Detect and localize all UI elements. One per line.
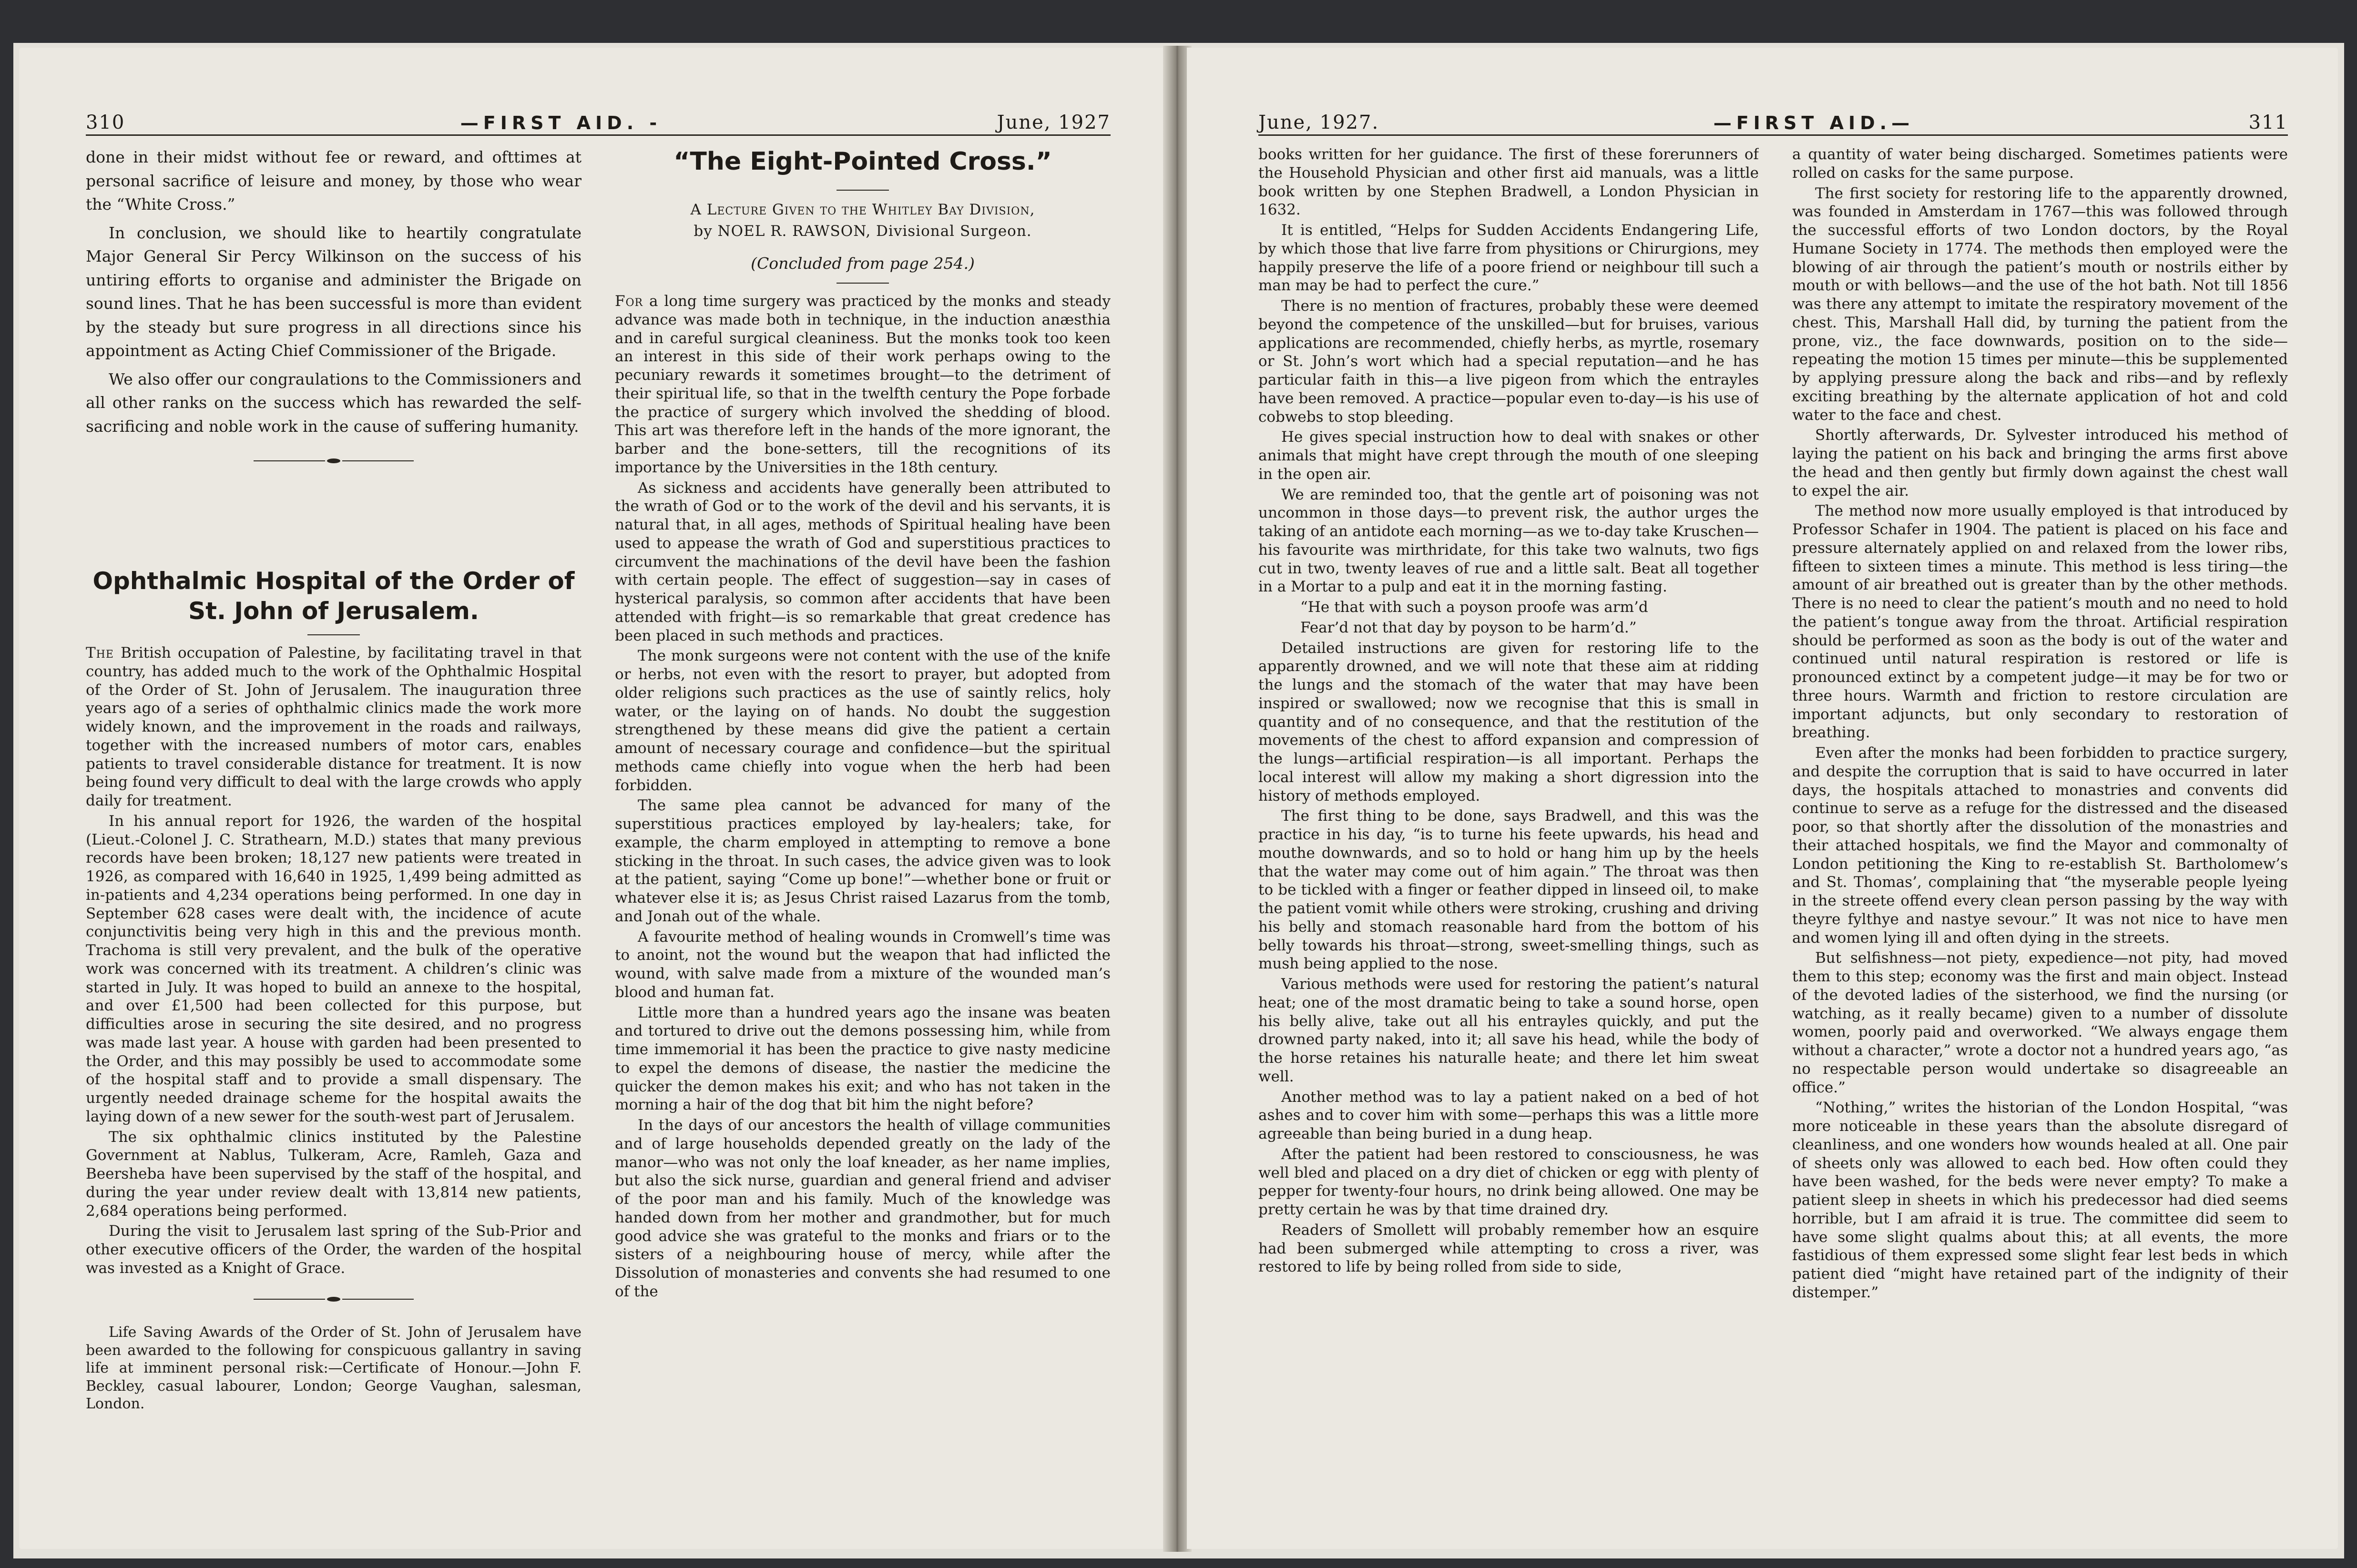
paragraph: It is entitled, “Helps for Sudden Accidents Endangering Life, by which those that live farre from physitions or Chirurgions, mey happily preserve the life of a poore friend or neighbour till such a man may be had to perfect the cure.” [1258, 222, 1759, 295]
paragraph: The first thing to be done, says Bradwell, and this was the practice in his day, “is to turne his feete upwards, his head and mouthe downwards, and so to hold or hang him up by the heels that the water may come out of him again.” The throat was then to be tickled with a finger or feather dipped in linseed oil, to make the patient vomit while others were stroking, crushing and driving his belly and stomach reasonable hard from the bottom of his belly towards his throat—strong, sweet-smelling things, such as mush being applied to the nose. [1258, 807, 1759, 973]
byline-line: A Lecture Given to the Whitley Bay Division, [690, 201, 1035, 218]
header-rule [86, 134, 1111, 136]
page-number: 311 [2248, 112, 2288, 133]
paragraph: We also offer our congraulations to the Commissioners and all other ranks on the success which has rewarded the self-sacrificing and noble work in the cause of suffering humanity. [86, 369, 582, 436]
heading-rule [837, 190, 889, 191]
byline-author: by NOEL R. RAWSON, Divisional Surgeon. [694, 222, 1032, 240]
verse-line: Fear’d not that day by poyson to be harm’d.” [1300, 619, 1637, 636]
issue-date: June, 1927 [997, 112, 1111, 133]
paragraph: The monk surgeons were not content with the use of the knife or herbs, not even with the resort to prayer, but adopted from older religions such practices as the use of saintly relics, holy water, or the laying on of hands. No doubt the suggestion strengthened by these means did give the patient a certain amount of necessary courage and confidence—but the spiritual methods came chiefly into vogue when the herb had been forbidden. [615, 647, 1111, 794]
left-running-head [86, 95, 1111, 133]
paragraph: In his annual report for 1926, the warden of the hospital (Lieut.-Colonel J. C. Strathearn, M.D.) states that many previous records have been broken; 18,127 new patients were treated in 1926, as compared with 16,640 in 1925, 1,499 being admitted as in-patients and 4,234 operations being performed. In one day in September 628 cases were dealt with, the incidence of acute conjunctivitis being very high in this and the previous month. Trachoma is still very prevalent, and the bulk of the operative work was concerned with its treatment. A children’s clinic was started in July. It was hoped to build an annexe to the hospital, and over £1,500 had been collected for this purpose, but difficulties arose in securing the site desired, and no progress was made last year. A house with garden had been presented to the Order, and this may possibly be used to accommodate some of the hospital staff and to provide a small dispensary. The urgently needed drainage scheme for the hospital awaits the laying down of a new sewer for the south-west part of Jerusalem. [86, 812, 582, 1125]
paragraph-text: British occupation of Palestine, by facilitating travel in that country, has added much to the work of the Ophthalmic Hospital of the Order of St. John of Jerusalem. The inauguration three years ago of a series of ophthalmic clinics made the work more widely known, and the improvement in the roads and railways, together with the increased numbers of motor cars, enables patients to travel considerable distance for treatment. It is now being found very difficult to deal with the large crowds who apply daily for treatment. [86, 644, 582, 809]
paragraph: The same plea cannot be advanced for many of the superstitious practices employed by lay-healers; take, for example, the charm employed in attempting to remove a bone sticking in the throat. In such cases, the advice given was to look at the patient, saying “Come up bone!”—whether bone or fruit or whatever else it is; as Jesus Christ raised Lazarus from the tomb, and Jonah out of the whale. [615, 797, 1111, 925]
article-heading: “The Eight-Pointed Cross.” [673, 147, 1052, 176]
journal-title: —FIRST AID. - [460, 112, 662, 133]
paragraph: Readers of Smollett will probably remember how an esquire had been submerged while attempting to cross a river, was restored to life by being rolled from side to side, [1258, 1221, 1759, 1276]
paragraph: a quantity of water being discharged. Sometimes patients were rolled on casks for the same purpose. [1792, 146, 2288, 182]
paragraph: Shortly afterwards, Dr. Sylvester introduced his method of laying the patient on his back and bringing the arms first above the head and then gently but firmly down against the chest wall to expel the air. [1792, 427, 2288, 499]
paragraph: As sickness and accidents have generally been attributed to the wrath of God or to the work of the devil and his servants, it is natural that, in all ages, methods of Spiritual healing have been used to appease the wrath of God and superstitious practices to circumvent the machinations of the devil have been the fashion with certain people. The effect of suggestion—say in cases of hysterical paralysis, so common after accidents that have been attended with fright—is so remarkable that great credence has been placed in such methods and practices. [615, 479, 1111, 644]
paragraph: In conclusion, we should like to heartily congratulate Major General Sir Percy Wilkinson on the success of his untiring efforts to organise and administer the Brigade on sound lines. That he has been successful is more than evident by the steady but sure progress in all directions since his appointment as Acting Chief Commissioner of the Brigade. [86, 223, 582, 360]
paragraph: done in their midst without fee or reward, and ofttimes at personal sacrifice of leisure and money, by those who wear the “White Cross.” [86, 148, 582, 214]
paragraph: Detailed instructions are given for restoring life to the apparently drowned, and we will note that these aim at ridding the lungs and the stomach of the water that may have been inspired or swallowed; now we recognise that this is small in quantity and of no consequence, and that the restitution of the movements of the chest to afford expansion and compression of the lungs—artificial respiration—is all important. Perhaps the local interest will allow my making a short digression into the history of methods employed. [1258, 639, 1759, 804]
left-column-2 [615, 145, 1111, 1527]
issue-date: June, 1927. [1258, 112, 1379, 133]
paragraph: The first society for restoring life to the apparently drowned, was founded in Amsterdam in 1767—this was followed through the successful efforts of two London doctors, by the Royal Humane Society in 1774. The methods then employed were the blowing of air through the patient’s mouth or nostrils either by mouth or with bellows—and the use of the hot bath. Not till 1856 was there any attempt to imitate the respiratory movement of the chest. This, Marshall Hall did, by turning the patient from the prone, viz., the face downwards, position on to the side—repeating the motion 15 times per minute—this be supplemented by applying pressure along the back and ribs—and by reflexly exciting breathing by the alternate application of hot and cold water to the face and chest. [1792, 184, 2288, 424]
paragraph-text: a long time surgery was practiced by the monks and steady advance was made both in technique, in the induction anæsthia and in careful surgical cleaniness. But the monks took too keen an interest in this side of their work perhaps owing to the pecuniary rewards it sometimes brought—to the detriment of their spiritual life, so that in the twelfth century the Pope forbade the practice of surgery which involved the shedding of blood. This art was therefore left in the hands of the more ignorant, the barber and the bone-setters, till the recognitions of its importance by the Universities in the 18th century. [615, 293, 1111, 476]
right-column-1 [1258, 145, 1759, 1527]
paragraph: Another method was to lay a patient naked on a bed of hot ashes and to cover him with some—perhaps this was a little more agreeable than being buried in a dung heap. [1258, 1088, 1759, 1142]
article-byline [615, 199, 1111, 242]
left-page [19, 48, 1168, 1549]
paragraph: In the days of our ancestors the health of village communities and of large households depended greatly on the lady of the manor—who was not only the loaf kneader, as her name implies, but also the sick nurse, guardian and general friend and adviser of the poor man and his family. Much of the knowledge was handed down from her mother and grandmother, but for much good advice she was grateful to the monks and friars or to the sisters of a neighbouring house of mercy, while after the Dissolution of monasteries and convents she had resumed to one of the [615, 1117, 1111, 1300]
journal-title: —FIRST AID.— [1713, 112, 1915, 133]
right-running-head [1258, 95, 2288, 133]
continuation-note: (Concluded from page 254.) [751, 254, 975, 273]
paragraph: Even after the monks had been forbidden to practice surgery, and despite the corruption that is said to have occurred in later days, the hospitals attached to monastries and convents did continue to serve as a refuge for the distressed and the diseased poor, so that shortly after the dissolution of the monastries and their attached hospitals, we find the Mayor and commonalty of London petitioning the King to re-establish St. Bartholomew’s and St. Thomas’, complaining that “the myserable people lyeing in the streete offend every clean person passing by the way with theyre fylthye and nastye sevour.” It was not nice to have men and women lying ill and often dying in the streets. [1792, 744, 2288, 947]
paragraph: The method now more usually employed is that introduced by Professor Schafer in 1904. The patient is placed on his face and pressure alternately applied on and relaxed from the lower ribs, fifteen to sixteen times a minute. This method is less tiring—the amount of air breathed out is greater than by the other methods. There is no need to clear the patient’s mouth and no need to hold the patient’s tongue away from the throat. Artificial respiration should be performed as soon as the body is out of the water and continued until natural respiration is restored or life is pronounced extinct by a competent judge—it may be for two or three hours. Warmth and friction to restore circulation are important adjuncts, but only secondary to restoration of breathing. [1792, 502, 2288, 742]
paragraph: A favourite method of healing wounds in Cromwell’s time was to anoint, not the wound but the weapon that had inflicted the wound, with salve made from a mixture of the wounded man’s blood and human fat. [615, 928, 1111, 1001]
paragraph: But selfishness—not piety, expedience—not pity, had moved them to this step; economy was the first and main object. Instead of the devoted ladies of the sisterhood, we find the nursing (or watching, as it really became) given to a number of dissolute women, poorly paid and overworked. “We always engage them without a character,” wrote a doctor not a hundred years ago, “as no respectable person would undertake so disagreeable an office.” [1792, 949, 2288, 1096]
paragraph: Little more than a hundred years ago the insane was beaten and tortured to drive out the demons possessing him, while from time immemorial it has been the practice to give nasty medicine to expel the demons of disease, the nastier the medicine the quicker the demon makes his exit; and who has not taken in the morning a hair of the dog that bit him the night before? [615, 1004, 1111, 1114]
paragraph: Various methods were used for restoring the patient’s natural heat; one of the most dramatic being to take a sound horse, open his belly alive, take out all his entrayles quickly, and put the drowned party naked, into it; all save his head, while the body of the horse retaines his naturalle heate; and there let him sweat well. [1258, 976, 1759, 1085]
paragraph: The six ophthalmic clinics instituted by the Palestine Government at Nablus, Tulkeram, Acre, Ramleh, Gaza and Beersheba have been supervised by the staff of the hospital, and during the year under review dealt with 13,814 new patients, 2,684 operations being performed. [86, 1128, 582, 1220]
drop-word: The [86, 644, 114, 662]
paragraph: There is no mention of fractures, probably these were deemed beyond the competence of the unskilled—but for bruises, various applications are recommended, chiefly herbs, as myrtle, rosemary or St. John’s wort which had a special reputation—and he has particular faith in this—a live pigeon from which the entrayles have been removed. A practice—popular even to-day—is his use of cobwebs to stop bleeding. [1258, 297, 1759, 426]
paragraph: “Nothing,” writes the historian of the London Hospital, “was more noticeable in these years than the absolute disregard of cleanliness, and one wonders how wounds healed at all. One pair of sheets only was allowed to each bed. How often could they have been washed, for the beds were never empty? To make a patient sleep in sheets in which his predecessor had died seems horrible, but I am afraid it is true. The committee did seem to have some slight qualms about this; at all events, the more fastidious of them expressed some slight fear lest beds in which patient died “might have retained part of the indignity of their distemper.” [1792, 1099, 2288, 1301]
section-divider [86, 1291, 582, 1307]
section-divider [86, 451, 582, 470]
verse-line: “He that with such a poyson proofe was arm’d [1300, 599, 1648, 616]
paragraph [86, 644, 582, 810]
right-page [1187, 48, 2338, 1549]
header-rule [1258, 134, 2288, 136]
awards-notice: Life Saving Awards of the Order of St. John of Jerusalem have been awarded to the following for conspicuous gallantry in saving life at imminent personal risk:—Certificate of Honour.—John F. Beckley, casual labourer, London; George Vaughan, salesman, London. [86, 1324, 582, 1412]
article-heading: Ophthalmic Hospital of the Order of St. John of Jerusalem. [92, 567, 575, 625]
paragraph: He gives special instruction how to deal with snakes or other animals that might have crept through the mouth of one sleeping in the open air. [1258, 428, 1759, 483]
drop-word: For [615, 293, 643, 310]
page-number: 310 [86, 112, 125, 133]
left-column-1-lower [86, 562, 582, 1535]
paragraph: books written for her guidance. The first of these forerunners of the Household Physician and other first aid manuals, was a little book written by one Stephen Bradwell, a London Physician in 1632. [1258, 146, 1759, 219]
heading-rule [837, 283, 889, 284]
right-column-2 [1792, 145, 2288, 1527]
paragraph [615, 292, 1111, 477]
paragraph: After the patient had been restored to consciousness, he was well bled and placed on a dry diet of chicken or egg with plenty of pepper for twenty-four hours, no drink being allowed. One may be pretty certain he was by that time drained dry. [1258, 1145, 1759, 1218]
paragraph: We are reminded too, that the gentle art of poisoning was not uncommon in those days—to prevent risk, the author urges the taking of an antidote each morning—as we to-day take Kruschen—his favourite was mirthridate, for this take two walnuts, two figs cut in two, twenty leaves of rue and a little salt. Beat all together in a Mortar to a pulp and eat it in the morning fasting. [1258, 486, 1759, 596]
heading-rule [307, 634, 360, 635]
paragraph: During the visit to Jerusalem last spring of the Sub-Prior and other executive officers of the Order, the warden of the hospital was invested as a Knight of Grace. [86, 1222, 582, 1277]
